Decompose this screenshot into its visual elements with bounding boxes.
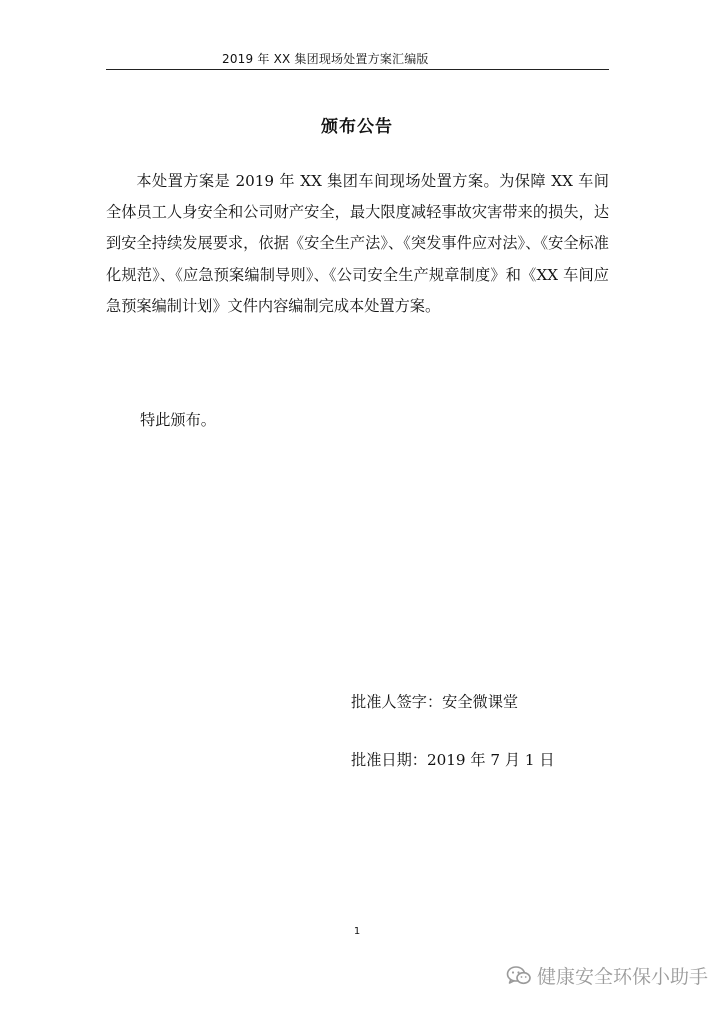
header-title: 2019 年 XX 集团现场处置方案汇编版 — [222, 52, 429, 66]
closing-statement: 特此颁布。 — [140, 411, 216, 429]
document-title: 颁布公告 — [321, 117, 393, 137]
approver-signature: 批准人签字：安全微课堂 — [351, 693, 519, 711]
approval-date: 批准日期：2019 年 7 月 1 日 — [351, 751, 555, 769]
watermark — [506, 962, 708, 989]
watermark-text: 健康安全环保小助手 — [537, 966, 709, 988]
page-number: 1 — [353, 926, 361, 937]
page-header — [106, 49, 609, 70]
wechat-icon — [506, 965, 532, 987]
announcement-body: 本处置方案是 2019 年 XX 集团车间现场处置方案。为保障 XX 车间全体员工人身安全和公司财产安全，最大限度减轻事故灾害带来的损失，达到安全持续发展要求，依据《安全生产法》、《突发事件应对法》、《安全标准化规范》、《应急预案编制导则》、《公司安全生产规章制度》和《XX 车间应急预案编制计划》文件内容编制完成本处置方案。 — [106, 172, 609, 315]
